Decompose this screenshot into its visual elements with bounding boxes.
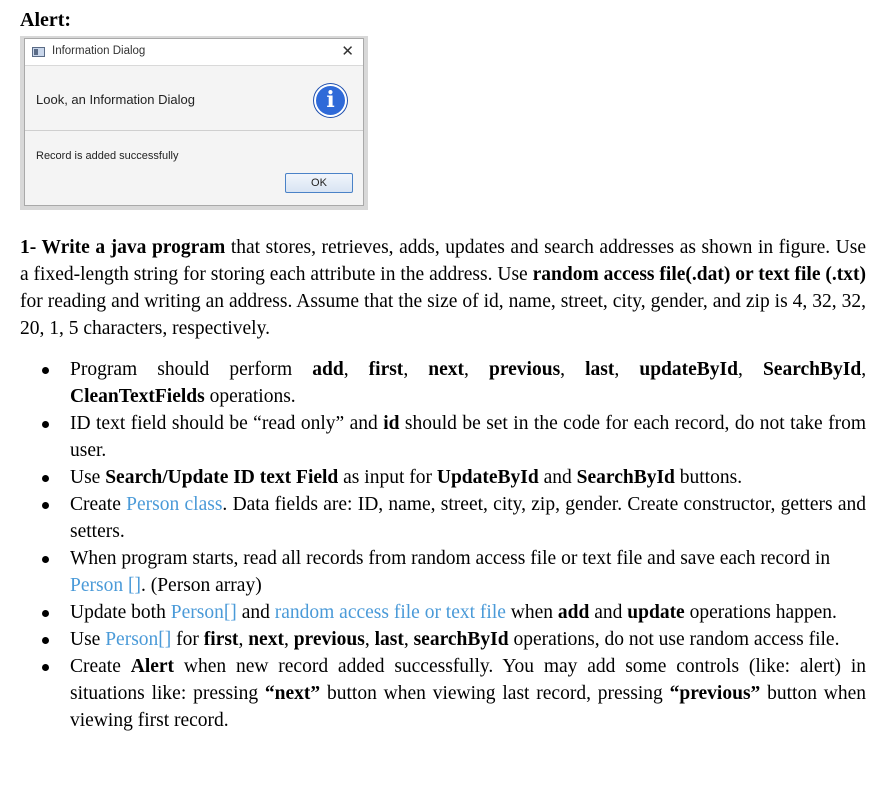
intro-paragraph [20, 234, 866, 342]
window-icon [32, 47, 45, 57]
list-item [70, 626, 866, 653]
op: previous [489, 359, 561, 380]
bullet-icon [42, 637, 49, 644]
sep: , [737, 359, 763, 380]
op: last [374, 629, 404, 650]
text: when [505, 602, 558, 623]
op: first [203, 629, 239, 650]
text: ID text field should be “read only” and [70, 413, 384, 434]
intro-bold-2: random access file(.dat) or text file (.txt) [532, 264, 866, 285]
op: CleanTextFields [70, 386, 205, 407]
assignment-text [20, 234, 866, 734]
close-icon[interactable]: ✕ [341, 43, 354, 60]
bold: Alert [130, 656, 175, 677]
sep: , [238, 629, 249, 650]
ok-button[interactable]: OK [285, 173, 353, 193]
text: operations, do not use random access file. [508, 629, 840, 650]
sep: , [343, 359, 369, 380]
sep: , [364, 629, 375, 650]
text: Create [70, 494, 127, 515]
op: updateById [639, 359, 738, 380]
op: next [248, 629, 284, 650]
text: button when viewing last record, pressing [320, 683, 670, 704]
text: for [171, 629, 204, 650]
bold: update [627, 602, 685, 623]
list-item [70, 410, 866, 464]
intro-text-2: for reading and writing an address. Assume that the size of id, name, street, city, gender, and zip is 4, 32, 32, 20, 1, 5 characters, respectively. [20, 291, 866, 339]
bullet-icon [42, 367, 49, 374]
information-icon: i [314, 84, 347, 117]
sep: , [560, 359, 586, 380]
bullet-icon [42, 475, 49, 482]
op: last [585, 359, 615, 380]
bullet-icon [42, 664, 49, 671]
text: operations happen. [684, 602, 837, 623]
text: . (Person array) [140, 575, 262, 596]
op: next [428, 359, 465, 380]
bullet-icon [42, 610, 49, 617]
bold: UpdateById [436, 467, 539, 488]
requirements-list [20, 356, 866, 734]
intro-text-1: that stores, retrieves, adds, updates and search addresses as shown in figure. Use a fixed-length string for storing each attribute in the address. Use [20, 237, 866, 285]
text: Use [70, 467, 106, 488]
sep: , [614, 359, 640, 380]
bold: id [383, 413, 400, 434]
list-item [70, 653, 866, 734]
alert-heading: Alert: [20, 9, 72, 31]
bold: “previous” [669, 683, 761, 704]
dialog-content-text: Record is added successfully [36, 150, 179, 162]
text: button when viewing first record. [70, 683, 867, 731]
colored-text: random access file or text file [274, 602, 506, 623]
bold: Search/Update ID text Field [105, 467, 339, 488]
text: operations. [204, 386, 296, 407]
text: Create [70, 656, 131, 677]
op: previous [293, 629, 365, 650]
colored-text: Person class [126, 494, 223, 515]
bold: SearchById [576, 467, 675, 488]
sep: , [403, 359, 429, 380]
colored-text: Person [] [70, 575, 141, 596]
text: Program should perform [70, 359, 313, 380]
bullet-icon [42, 502, 49, 509]
op: first [368, 359, 404, 380]
intro-bold-1: 1- Write a java program [20, 237, 226, 258]
text: buttons. [674, 467, 743, 488]
dialog-titlebar [25, 39, 363, 66]
colored-text: Person[] [105, 629, 172, 650]
list-item [70, 545, 866, 599]
text: When program starts, read all records from random access file or text file and save each record in [70, 548, 831, 569]
bullet-icon [42, 556, 49, 563]
text: Use [70, 629, 106, 650]
list-item [70, 464, 866, 491]
sep: , [464, 359, 489, 380]
colored-text: Person[] [170, 602, 237, 623]
op: SearchById [762, 359, 862, 380]
text: when new record added successfully. You may add some controls (like: alert) in situations like: pressing [70, 656, 867, 704]
text: Update both [70, 602, 171, 623]
dialog-title: Information Dialog [52, 45, 146, 57]
dialog-header-panel [25, 66, 363, 131]
op: add [312, 359, 344, 380]
op: searchById [413, 629, 509, 650]
sep: , [283, 629, 294, 650]
sep: , [861, 359, 867, 380]
text: . Data fields are: ID, name, street, city, zip, gender. Create constructor, getters and setters. [70, 494, 866, 542]
text: and [236, 602, 275, 623]
text: and [589, 602, 628, 623]
dialog-header-text: Look, an Information Dialog [36, 92, 195, 107]
bullet-icon [42, 421, 49, 428]
bold: “next” [264, 683, 321, 704]
list-item [70, 491, 866, 545]
list-item [70, 599, 866, 626]
text: should be set in the code for each record, do not take from user. [70, 413, 866, 461]
text: as input for [338, 467, 437, 488]
information-dialog [24, 38, 364, 206]
bold: add [557, 602, 590, 623]
text: and [538, 467, 577, 488]
sep: , [403, 629, 414, 650]
list-item [70, 356, 866, 410]
